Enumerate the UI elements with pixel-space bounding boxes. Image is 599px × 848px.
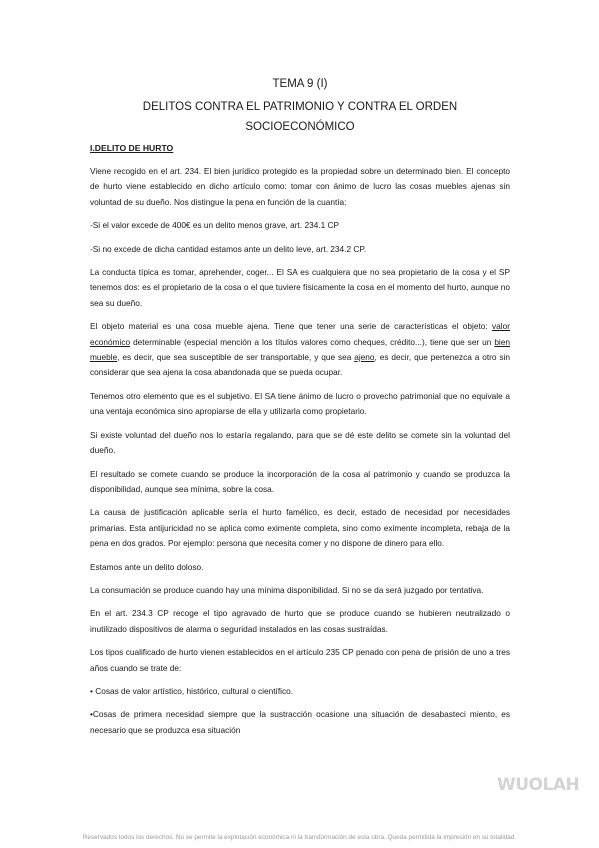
document-subtitle: DELITOS CONTRA EL PATRIMONIO Y CONTRA EL ORDEN SOCIOECONÓMICO (142, 101, 458, 133)
underlined-term: valor económico (90, 321, 510, 347)
paragraph: En el art. 234.3 CP recoge el tipo agravado de hurto que se produce cuando se hubieren neutralizado o inutilizado dispositivos de alarma o seguridad instalados en las cosas sustraídas. (90, 608, 510, 634)
text-run: El objeto material es una cosa mueble ajena. Tiene que tener una serie de características el objeto: (90, 321, 493, 332)
paragraph: -Si el valor excede de 400€ es un delito menos grave, art. 234.1 CP (90, 220, 340, 231)
paragraph: -Si no excede de dicha cantidad estamos ante un delito leve, art. 234.2 CP. (90, 243, 367, 254)
list-item: •Cosas de primera necesidad siempre que la sustracción ocasione una situación de desabasteci miento, es necesario que se produzca esa situación (90, 709, 510, 735)
paragraph: Estamos ante un delito doloso. (90, 561, 204, 572)
paragraph: El resultado se comete cuando se produce la incorporación de la cosa al patrimonio y cuando se produzca la disponibilidad, aunque sea mínima, sobre la cosa. (90, 468, 510, 494)
paragraph: Tenemos otro elemento que es el subjetivo. El SA tiene ánimo de lucro o provecho patrimonial que no equivale a una ventaja económica sino apropiarse de ella y utilizarla como propietario. (90, 390, 510, 417)
list-item: • Cosas de valor artístico, histórico, cultural o científico. (90, 685, 294, 696)
paragraph (90, 319, 510, 381)
wuolah-logo: WUOLAH (497, 775, 580, 795)
paragraph: Si existe voluntad del dueño nos lo estaría regalando, para que se dé este delito se comete sin la voluntad del dueño. (90, 429, 510, 456)
document-body (90, 164, 510, 746)
paragraph: Los tipos cualificado de hurto vienen establecidos en el artículo 235 CP penado con pena de prisión de uno a tres años cuando se trate de: (90, 647, 510, 673)
copyright-footer: Reservados todos los derechos. No se permite la explotación económica ni la transformación de esta obra. Queda permitida la impresión en su totalidad. (82, 834, 517, 841)
underlined-term: ajeno (354, 352, 375, 363)
paragraph: La causa de justificación aplicable sería el hurto famélico, es decir, estado de necesidad por necesidades primarias. Esta antijuricidad no se aplica como eximente completa, sino como eximente incompleta, rebaja de la pena en dos grados. Por ejemplo: persona que necesita comer y no dispone de dinero para ello. (90, 507, 510, 549)
document-title: TEMA 9 (I) (272, 78, 328, 90)
text-run: determinable (especial mención a los títulos valores como cheques, crédito...), tiene que ser un (130, 336, 495, 347)
paragraph: Viene recogido en el art. 234. El bien jurídico protegido es la propiedad sobre un determinado bien. El concepto de hurto viene establecido en dicho artículo como: tomar con ánimo de lucro las cosas muebles ajenas sin voluntad de su dueño. Nos distingue la pena en función de la cuantía: (90, 166, 510, 207)
underlined-term: bien mueble (90, 336, 510, 363)
section-heading: I.DELITO DE HURTO (90, 143, 174, 153)
text-run: , es decir, que sea susceptible de ser transportable, y que sea (117, 352, 355, 363)
paragraph: La consumación se produce cuando hay una mínima disponibilidad. Si no se da será juzgado por tentativa. (90, 584, 484, 595)
paragraph: La conducta típica es tomar, aprehender, coger... El SA es cualquiera que no sea propietario de la cosa y el SP tenemos dos: es el propietario de la cosa o el que tuviere físicamente la cosa en el momento del hurto, aunque no sea su dueño. (90, 267, 510, 308)
text-run: , es decir, que pertenezca a otro sin considerar que sea ajena la cosa abandonada que se pueda ocupar. (90, 352, 510, 378)
